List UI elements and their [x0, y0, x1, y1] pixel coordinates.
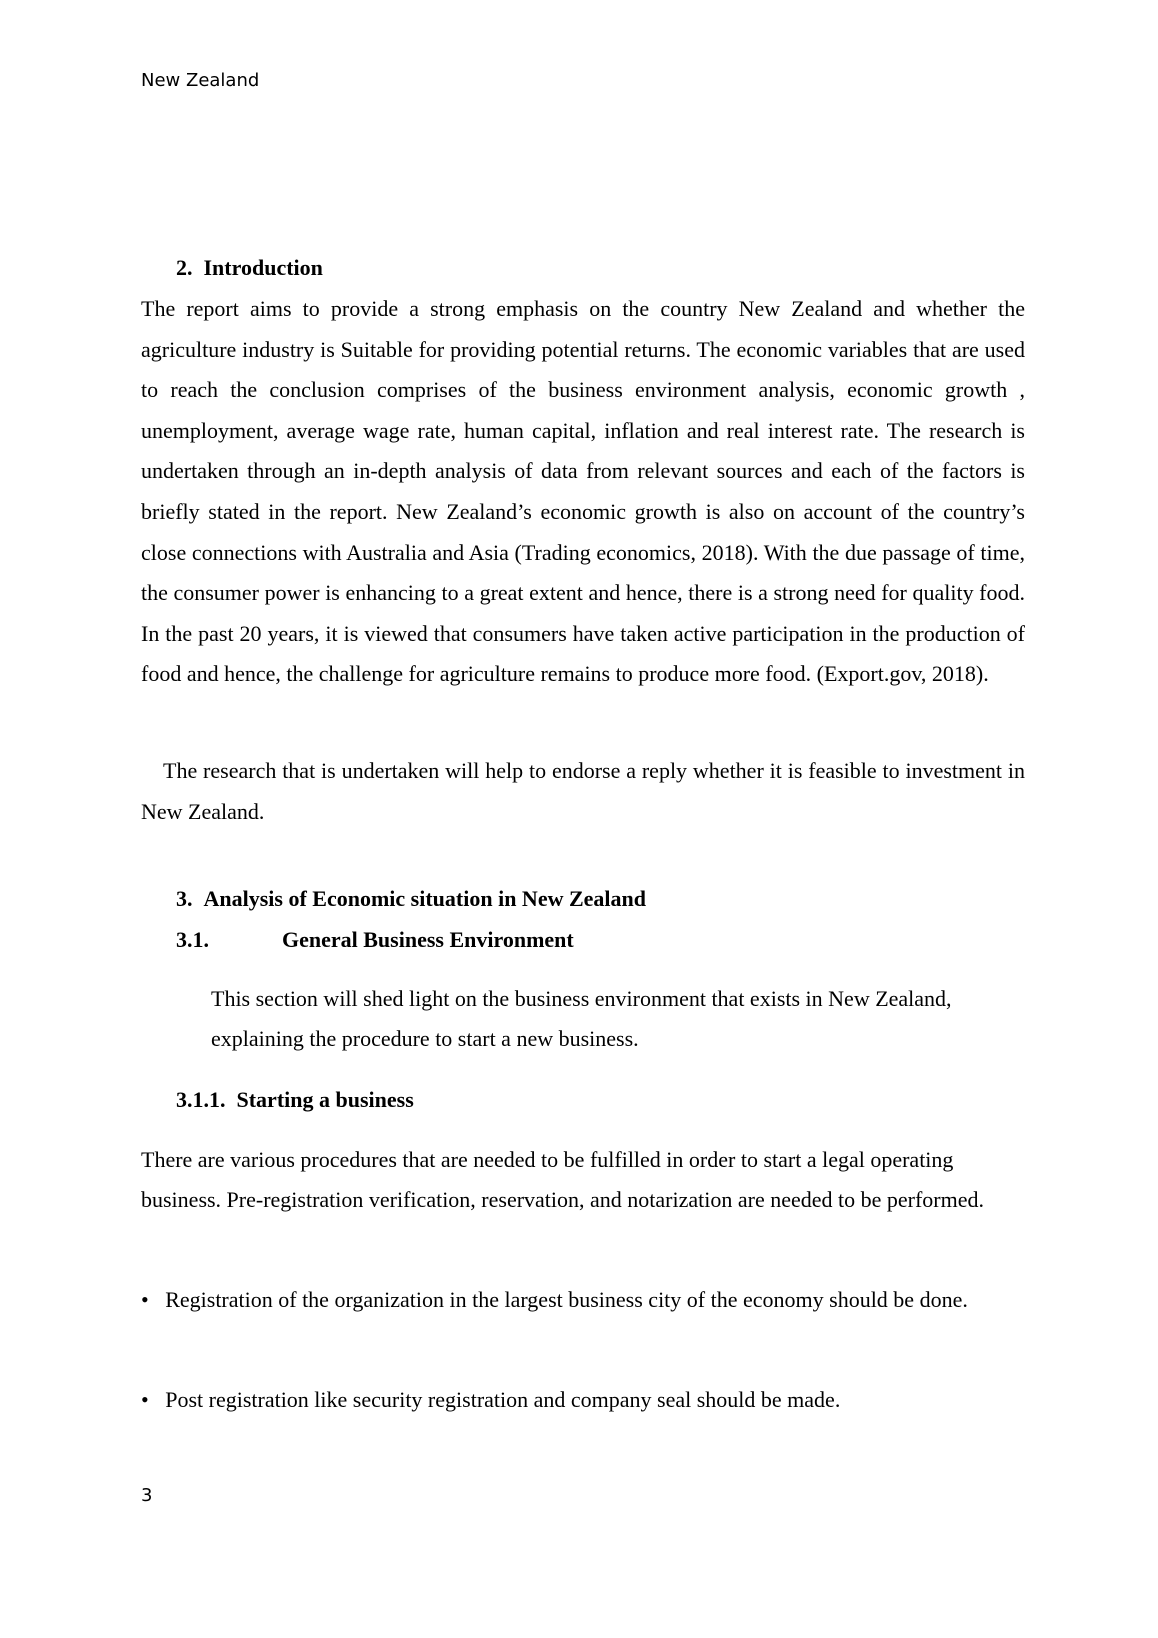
page-number: 3 [141, 1485, 153, 1506]
heading-title: Starting a business [236, 1087, 414, 1112]
bullet-item: • Registration of the organization in the largest business city of the economy should be done. [141, 1287, 968, 1312]
heading-analysis [176, 886, 646, 912]
heading-title: Introduction [203, 255, 323, 280]
heading-title: General Business Environment [282, 927, 574, 952]
heading-number: 3.1.1. [176, 1087, 226, 1112]
heading-starting-business [176, 1087, 414, 1113]
heading-number: 3.1. [176, 927, 209, 952]
heading-general-business [176, 927, 574, 953]
intro-paragraph-2: The research that is undertaken will help to endorse a reply whether it is feasible to investment in New Zealand. [141, 758, 1025, 824]
heading-introduction [176, 255, 323, 281]
heading-number: 2. [176, 255, 193, 280]
page-header: New Zealand [141, 70, 260, 91]
section-paragraph: This section will shed light on the business environment that exists in New Zealand, explaining the procedure to start a new business. [211, 986, 952, 1051]
bullet-text: Post registration like security registration and company seal should be made. [165, 1387, 841, 1412]
bullet-item: • Post registration like security registration and company seal should be made. [141, 1387, 841, 1412]
heading-number: 3. [176, 886, 193, 911]
intro-paragraph-1: The report aims to provide a strong emphasis on the country New Zealand and whether the agriculture industry is Suitable for providing potential returns. The economic variables that are used to reach the conclusion comprises of the business environment analysis, economic growth , unemployment, average wage rate, human capital, inflation and real interest rate. The research is undertaken through an in-depth analysis of data from relevant sources and each of the factors is briefly stated in the report. New Zealand’s economic growth is also on account of the country’s close connections with Australia and Asia (Trading economics, 2018). With the due passage of time, the consumer power is enhancing to a great extent and hence, there is a strong need for quality food. In the past 20 years, it is viewed that consumers have taken active participation in the production of food and hence, the challenge for agriculture remains to produce more food. (Export.gov, 2018). [141, 296, 1025, 687]
heading-title: Analysis of Economic situation in New Zealand [203, 886, 646, 911]
starting-paragraph: There are various procedures that are needed to be fulfilled in order to start a legal operating business. Pre-registration verification, reservation, and notarization are needed to be performed. [141, 1147, 985, 1212]
bullet-text: Registration of the organization in the largest business city of the economy should be done. [165, 1287, 968, 1312]
